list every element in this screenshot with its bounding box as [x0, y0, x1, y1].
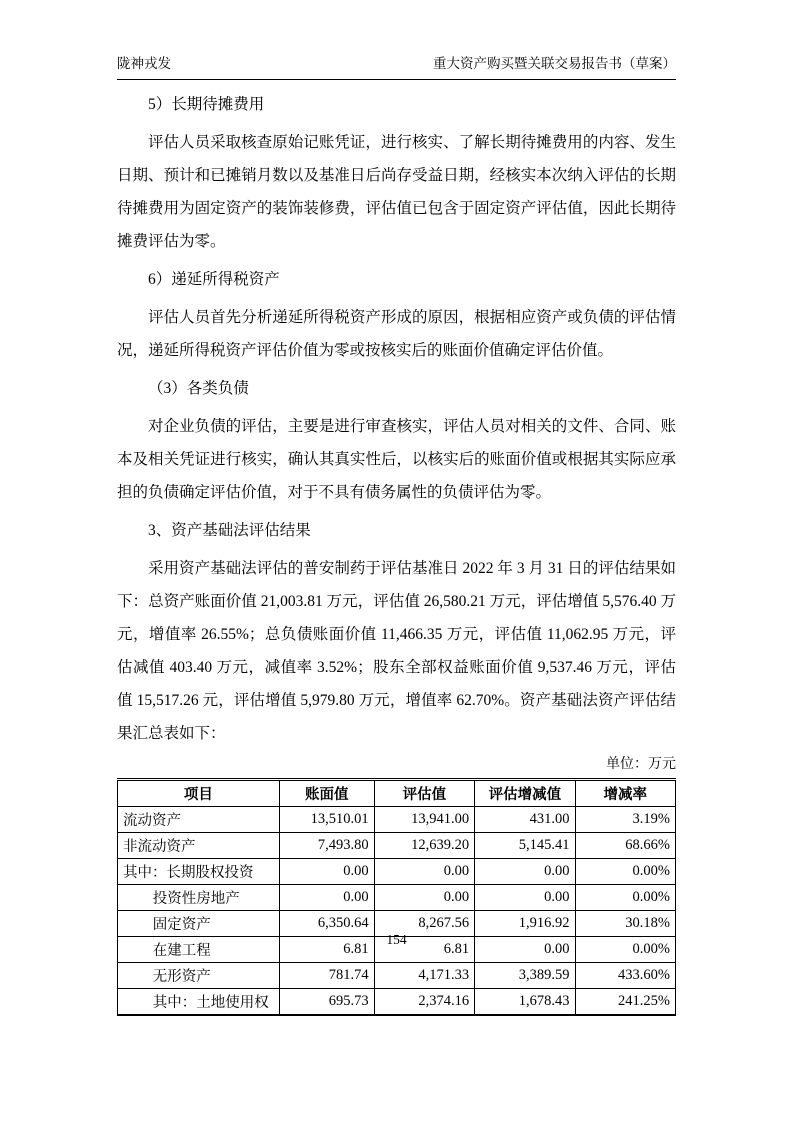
table-header-cell: 评估值 [374, 780, 474, 807]
table-cell-value: 695.73 [279, 989, 374, 1016]
header-company: 陇神戎发 [117, 56, 171, 71]
table-cell-value: 0.00% [575, 937, 675, 963]
table-row-label: 其中：土地使用权 [118, 989, 280, 1016]
table-header-cell: 账面值 [279, 780, 374, 807]
page-inner [117, 0, 676, 1016]
table-cell-value: 1,916.92 [475, 911, 575, 937]
table-row [118, 963, 676, 989]
paragraph-long-term-deferred-expenses: 评估人员采取核查原始记账凭证，进行核实、了解长期待摊费用的内容、发生日期、预计和已摊销月数以及基准日后尚存受益日期，经核实本次纳入评估的长期待摊费用为固定资产的装饰装修费，评估值已包含于固定资产评估值，因此长期待摊费评估为零。 [117, 134, 676, 250]
table-cell-value: 0.00 [374, 885, 474, 911]
table-cell-value: 0.00 [279, 859, 374, 885]
table-cell-value: 433.60% [575, 963, 675, 989]
table-row-label: 固定资产 [118, 911, 280, 937]
page-header [117, 0, 676, 80]
table-cell-value: 68.66% [575, 833, 675, 859]
table-row [118, 807, 676, 833]
table-cell-value: 0.00 [475, 937, 575, 963]
table-cell-value: 5,145.41 [475, 833, 575, 859]
table-row [118, 989, 676, 1016]
table-row-label: 其中：长期股权投资 [118, 859, 280, 885]
table-header-cell: 增减率 [575, 780, 675, 807]
valuation-summary-table [117, 778, 676, 1016]
table-cell-value: 0.00 [279, 885, 374, 911]
table-cell-value: 7,493.80 [279, 833, 374, 859]
heading-long-term-deferred-expenses: 5）长期待摊费用 [148, 96, 265, 113]
table-row-label: 非流动资产 [118, 833, 280, 859]
paragraph-deferred-tax-assets: 评估人员首先分析递延所得税资产形成的原因，根据相应资产或负债的评估情况，递延所得税资产评估价值为零或按核实后的账面价值确定评估价值。 [117, 309, 676, 359]
table-cell-value: 8,267.56 [374, 911, 474, 937]
heading-liabilities: （3）各类负债 [148, 380, 249, 397]
table-cell-value: 3,389.59 [475, 963, 575, 989]
header-doc-title: 重大资产购买暨关联交易报告书（草案） [433, 56, 676, 71]
table-row-label: 无形资产 [118, 963, 280, 989]
table-cell-value: 4,171.33 [374, 963, 474, 989]
page-number: 154 [386, 932, 407, 947]
table-header-cell: 评估增减值 [475, 780, 575, 807]
table-row-label: 投资性房地产 [118, 885, 280, 911]
table-header-row [118, 780, 676, 807]
table-cell-value: 431.00 [475, 807, 575, 833]
table-row [118, 859, 676, 885]
table-row-label: 在建工程 [118, 937, 280, 963]
table-cell-value: 30.18% [575, 911, 675, 937]
table-row-label: 流动资产 [118, 807, 280, 833]
paragraph-asset-based-result: 采用资产基础法评估的普安制药于评估基准日 2022 年 3 月 31 日的评估结果如下：总资产账面价值 21,003.81 万元，评估值 26,580.21 万元，评估增值 5,576.40 万元，增值率 26.55%；总负债账面价值 11,466.35 万元，评估值 11,062.95 万元，评估减值 403.40 万元，减值率 3.52%；股东全部权益账面价值 9,537.46 万元，评估值 15,517.26 元，评估增值 5,979.80 万元，增值率 62.70%。资产基础法资产评估结果汇总表如下： [117, 560, 676, 742]
document-body [117, 80, 676, 1016]
table-cell-value: 6.81 [374, 937, 474, 963]
table-row [118, 885, 676, 911]
paragraph-liabilities: 对企业负债的评估，主要是进行审查核实，评估人员对相关的文件、合同、账本及相关凭证进行核实，确认其真实性后，以核实后的账面价值或根据其实际应承担的负债确定评估价值，对于不具有债务属性的负债评估为零。 [117, 418, 676, 501]
table-cell-value: 781.74 [279, 963, 374, 989]
table-cell-value: 6.81 [279, 937, 374, 963]
table-row [118, 833, 676, 859]
table-cell-value: 0.00 [475, 859, 575, 885]
table-cell-value: 3.19% [575, 807, 675, 833]
table-cell-value: 12,639.20 [374, 833, 474, 859]
table-cell-value: 0.00 [374, 859, 474, 885]
table-header-cell: 项目 [118, 780, 280, 807]
table-cell-value: 13,941.00 [374, 807, 474, 833]
page-footer [117, 932, 676, 948]
table-cell-value: 241.25% [575, 989, 675, 1016]
table-cell-value: 2,374.16 [374, 989, 474, 1016]
table-cell-value: 1,678.43 [475, 989, 575, 1016]
table-cell-value: 13,510.01 [279, 807, 374, 833]
table-cell-value: 0.00% [575, 885, 675, 911]
table-cell-value: 0.00% [575, 859, 675, 885]
heading-deferred-tax-assets: 6）递延所得税资产 [148, 271, 280, 288]
table-cell-value: 0.00 [475, 885, 575, 911]
unit-label: 单位：万元 [606, 757, 676, 772]
heading-asset-based-result: 3、资产基础法评估结果 [148, 522, 311, 539]
table-cell-value: 6,350.64 [279, 911, 374, 937]
